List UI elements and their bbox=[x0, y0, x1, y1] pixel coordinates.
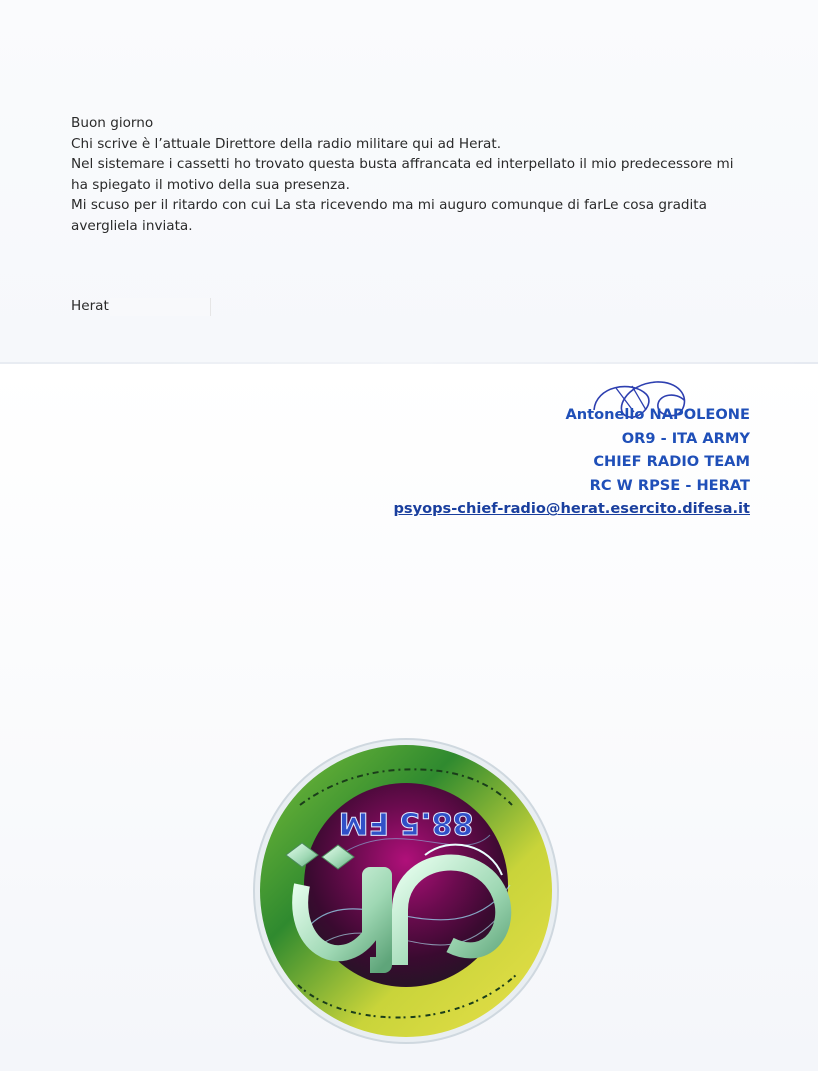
place-label: Herat bbox=[71, 298, 109, 314]
signer-name: Antonello NAPOLEONE bbox=[565, 406, 750, 423]
letter-line: Nel sistemare i cassetti ho trovato questa busta affrancata ed interpellato il mio predecessore mi bbox=[71, 156, 734, 173]
letter-body bbox=[71, 113, 771, 237]
signature-block bbox=[393, 403, 750, 521]
redacted-date bbox=[110, 298, 211, 316]
radio-station-sticker bbox=[250, 735, 562, 1047]
signer-role: CHIEF RADIO TEAM bbox=[593, 453, 750, 471]
signer-unit: RC W RPSE - HERAT bbox=[589, 476, 750, 494]
signer-rank: OR9 - ITA ARMY bbox=[621, 429, 750, 447]
letter-line: ha spiegato il motivo della sua presenza. bbox=[71, 176, 350, 193]
signer-email-link[interactable]: psyops-chief-radio@herat.esercito.difesa.it bbox=[393, 500, 750, 518]
letter-line: Mi scuso per il ritardo con cui La sta ricevendo ma mi auguro comunque di farLe cosa gradita bbox=[71, 197, 707, 214]
greeting: Buon giorno bbox=[71, 115, 154, 131]
letter-line: Chi scrive è l’attuale Direttore della radio militare qui ad Herat. bbox=[71, 135, 502, 152]
frequency-label: 88.5 FM bbox=[338, 805, 474, 840]
letter-line: avergliela inviata. bbox=[71, 217, 193, 234]
